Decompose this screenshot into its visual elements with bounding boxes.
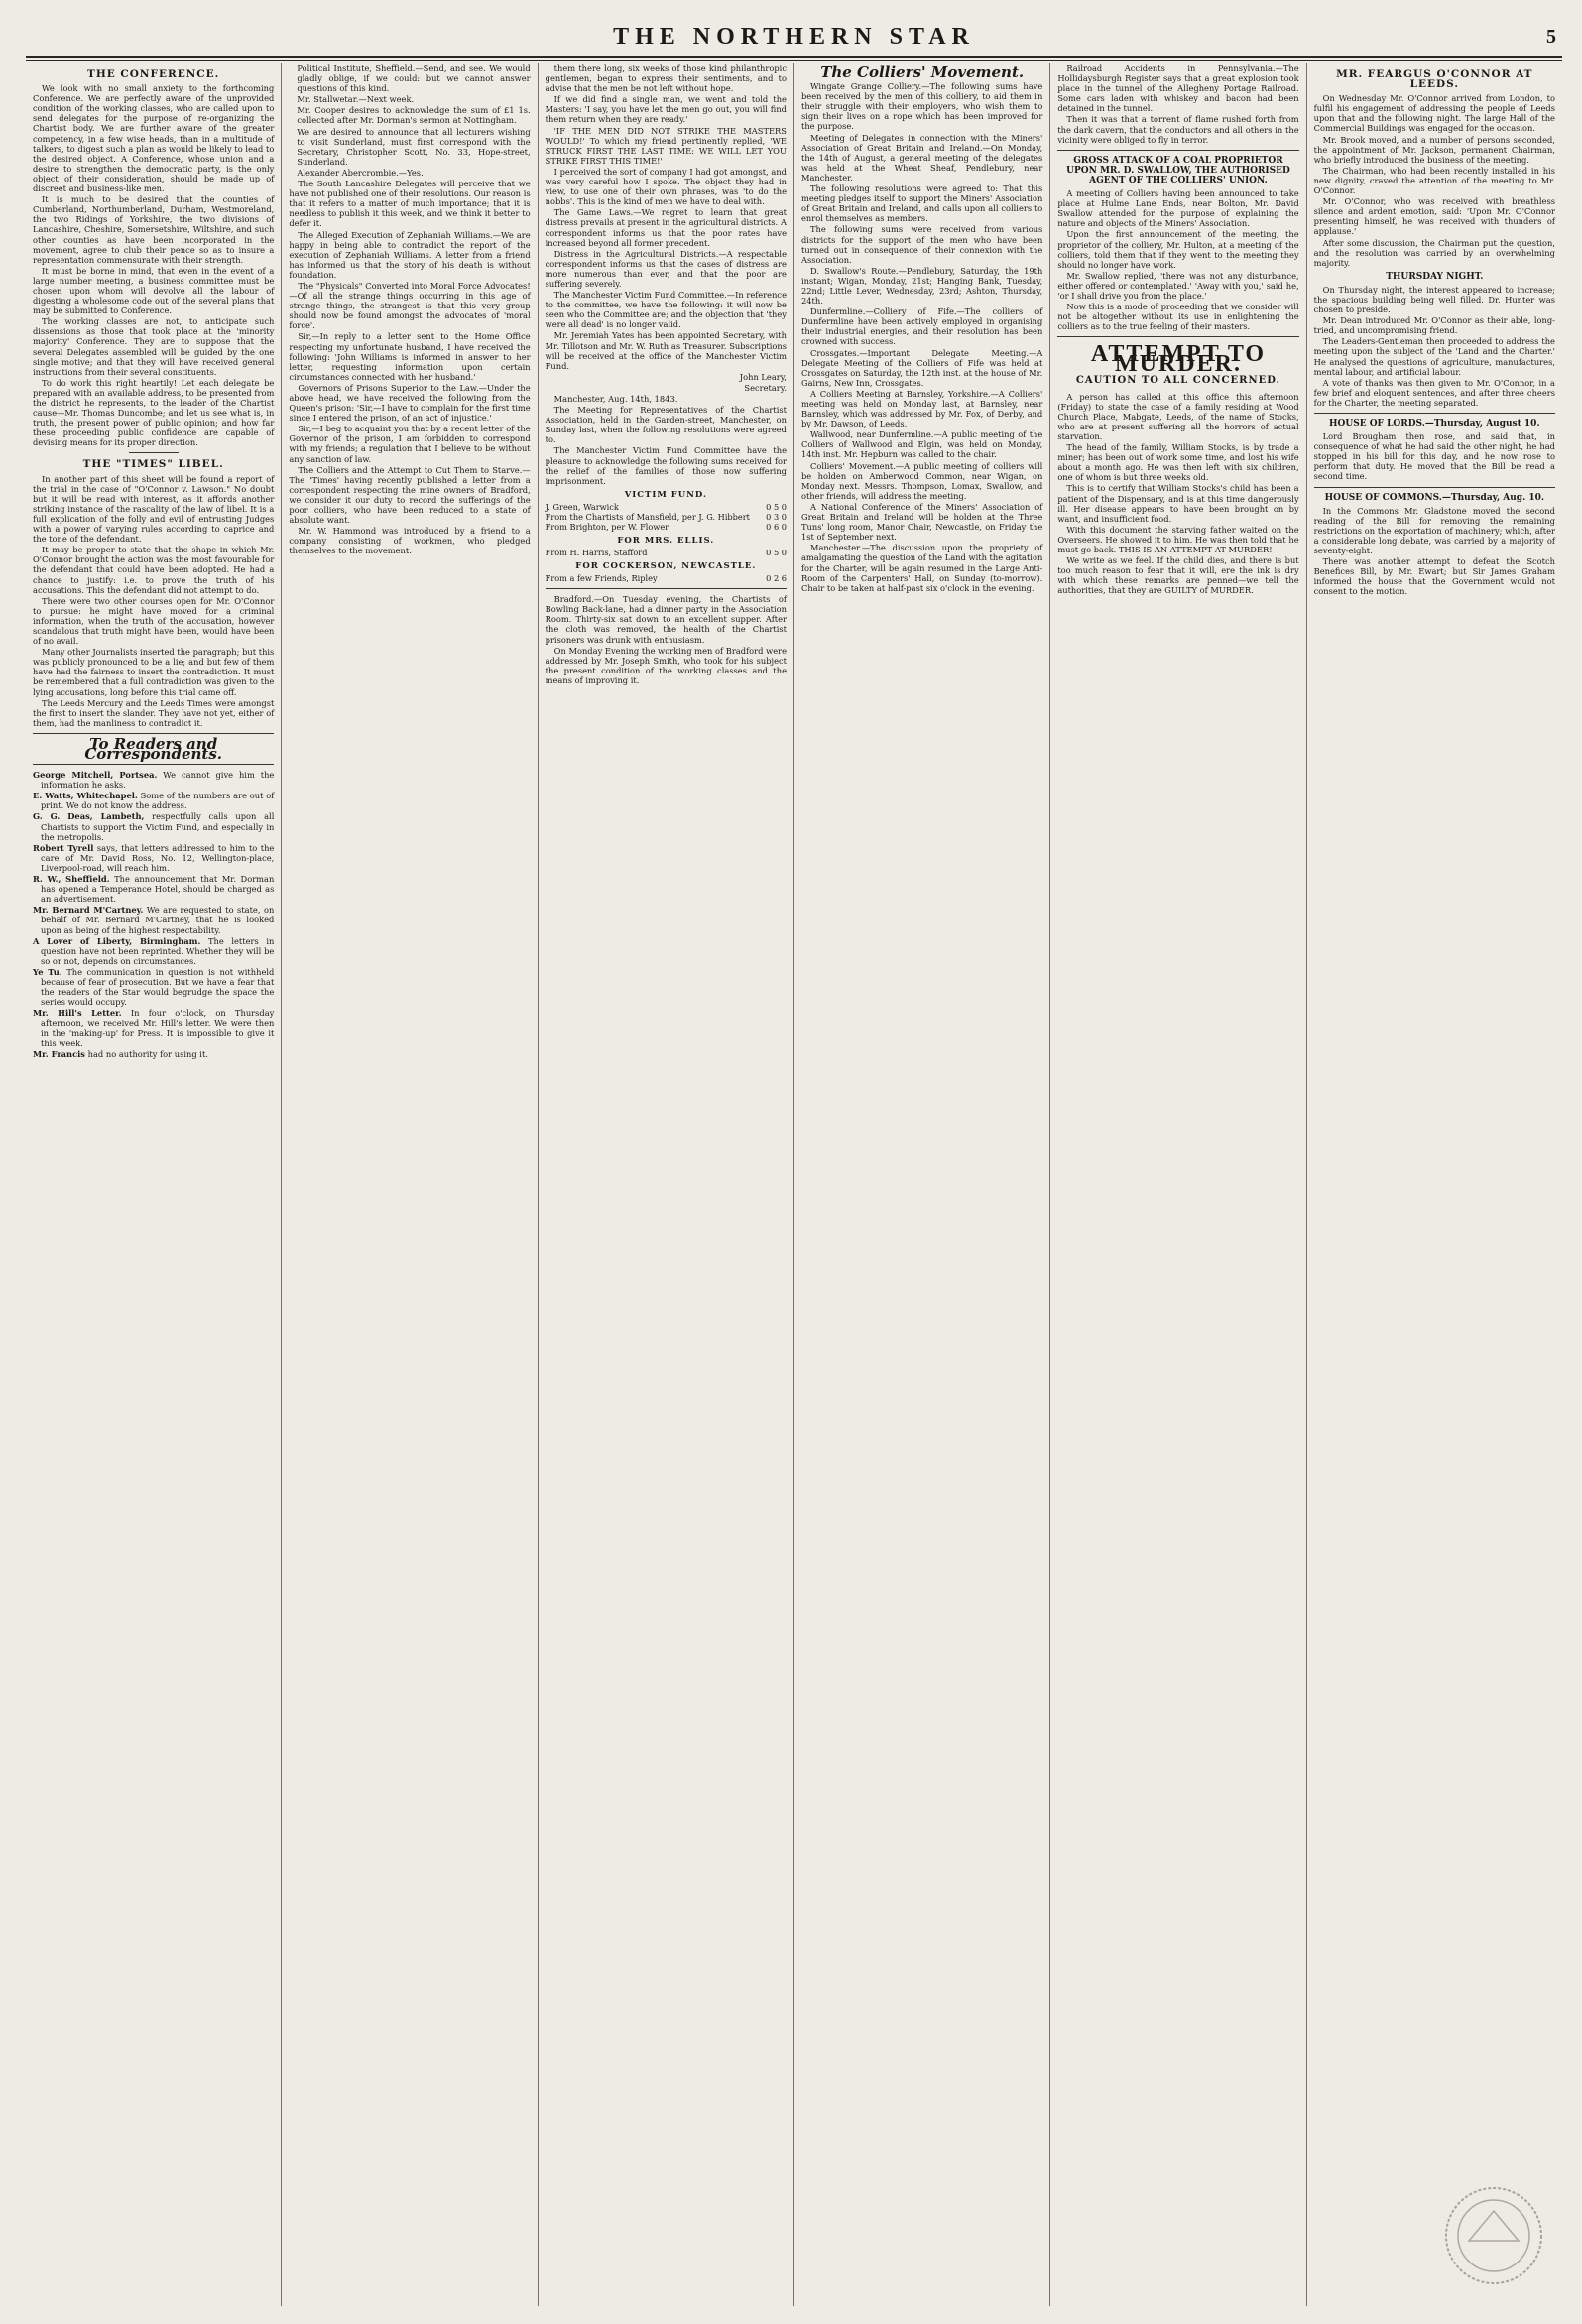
list-item: George Mitchell, Portsea. We cannot give him the information he asks.	[33, 770, 275, 791]
paragraph: them there long, six weeks of those kind philanthropic gentlemen, began to express their sentiments, and to advise that the men be not left without hope.	[545, 63, 787, 94]
list-item: R. W., Sheffield. The announcement that Mr. Dorman has opened a Temperance Hotel, should be charged as an advertisement.	[33, 874, 275, 905]
paragraph: Railroad Accidents in Pennsylvania.—The Hollidaysburgh Register says that a great explosion took place in the tunnel of the Allegheny Portage Railroad. Some cars laden with whiskey and bacon had been detained in the tunnel.	[1057, 63, 1299, 114]
times-libel-heading: THE "TIMES" LIBEL.	[82, 458, 224, 471]
paragraph: It may be proper to state that the shape in which Mr. O'Connor brought the action was the most favourable for the defendant that could have been adopted. He had a chance to justify: i.e. to prove the truth of his accusations. This the defendant did not attempt to do.	[33, 545, 275, 595]
paragraph: The Alleged Execution of Zephaniah Williams.—We are happy in being able to contradict the report of the execution of Zephaniah Williams. A letter from a friend has informed us that the story of his death is without foundation.	[289, 229, 531, 280]
paragraph: The Leeds Mercury and the Leeds Times were amongst the first to insert the slander. They have not yet, either of them, had the manliness to contradict it.	[33, 697, 275, 728]
paragraph: We write as we feel. If the child dies, and there is but too much reason to fear that it will, ere the ink is dry with which these remarks are penned—we tell the authorities, that they are GUILTY of MURDER.	[1057, 555, 1299, 596]
paragraph: The Colliers and the Attempt to Cut Them to Starve.—The 'Times' having recently published a letter from a correspondent respecting the mine owners of Bradford, we consider it our duty to record the sufferings of the poor colliers, who have been reduced to a state of absolute want.	[289, 464, 531, 526]
signature-date: Manchester, Aug. 14th, 1843.	[553, 394, 678, 404]
fund-row: From H. Harris, Stafford 0 5 0	[545, 548, 787, 558]
caution-subheading: CAUTION TO ALL CONCERNED.	[1075, 374, 1281, 386]
paragraph: Lord Brougham then rose, and said that, in consequence of what he had said the other night, he had stopped in his bill for this day, and he now rose to perform that duty. He moved that the Bill be read a second time.	[1313, 431, 1555, 482]
section-rule	[546, 588, 787, 589]
paragraph: The head of the family, William Stocks, is by trade a miner; has been out of work some time, and lost his wife about a month ago. He was then left with six children, one of whom is but three weeks old.	[1057, 442, 1299, 483]
paragraph: Wallwood, near Dunfermline.—A public meeting of the Colliers of Wallwood and Elgin, was held on Monday, 14th inst. Mr. Hepburn was called to the chair.	[800, 429, 1043, 460]
list-item: Robert Tyrell says, that letters addressed to him to the care of Mr. David Ross, No. 12, Wellington-place, Liverpool-road, will reach him.	[33, 842, 275, 873]
thursday-night-heading: THURSDAY NIGHT.	[1386, 271, 1484, 282]
oconnor-at-leeds-heading: MR. FEARGUS O'CONNOR AT LEEDS.	[1336, 68, 1533, 91]
paragraph: Many other Journalists inserted the paragraph; but this was publicly pronounced to be a lie; and but few of them have had the fairness to insert the contradiction. It must be remembered that a full contradiction was given to the lying accusations, long before this trial came off.	[33, 647, 275, 697]
fund-row: From Brighton, per W. Flower 0 6 0	[545, 521, 787, 532]
paragraph: The following sums were received from various districts for the support of the men who have been turned out in consequence of their connexion with the Association.	[800, 224, 1043, 265]
correspondents-list	[33, 770, 274, 1059]
paragraph: The South Lancashire Delegates will perceive that we have not published one of their resolutions. Our reason is that it refers to a matter of much importance; that it is needless to publish it this week, and we think it better to defer it.	[289, 179, 531, 229]
conference-heading: THE CONFERENCE.	[87, 68, 220, 80]
paragraph: The Manchester Victim Fund Committee.—In reference to the committee, we have the following: it will now be seen who the Committee are; and the objection that 'they were all dead' is no longer valid.	[545, 290, 787, 330]
paragraph: Mr. Brook moved, and a number of persons seconded, the appointment of Mr. Jackson, permanent Chairman, who briefly introduced the business of the meeting.	[1313, 134, 1555, 165]
newspaper-title: THE NORTHERN STAR	[613, 24, 975, 50]
paragraph: I perceived the sort of company I had got amongst, and was very careful how I spoke. The object they had in view, to use one of their own phrases, was 'to do the nobbs'. This is the kind of men we have to deal with.	[545, 166, 787, 207]
column-6	[1307, 63, 1562, 2306]
paragraph: A Colliers Meeting at Barnsley, Yorkshire.—A Colliers' meeting was held on Monday last, at Barnsley, near Barnsley, which was addressed by Mr. Fox, of Derby, and by Mr. Dawson, of Leeds.	[800, 388, 1043, 429]
section-rule	[1057, 150, 1298, 151]
victim-fund-heading: VICTIM FUND.	[624, 489, 707, 500]
colliers-movement-heading: The Colliers' Movement.	[820, 63, 1025, 81]
paragraph: D. Swallow's Route.—Pendlebury, Saturday, the 19th instant; Wigan, Monday, 21st; Hanging Bank, Tuesday, 22nd; Little Lever, Wednesday, 23rd; Ashton, Thursday, 24th.	[800, 265, 1043, 306]
paragraph: This is to certify that William Stocks's child has been a patient of the Dispensary, and is at this time dangerously ill. Her disease appears to have been brought on by want, and insufficient food.	[1057, 483, 1299, 524]
colliers-article	[801, 81, 1042, 593]
list-item: We are desired to announce that all lecturers wishing to visit Sunderland, must first correspond with the Secretary, Christopher Scott, No. 33, Hope-street, Sunderland.	[297, 126, 531, 167]
page-number: 5	[1546, 26, 1556, 48]
paragraph: Then it was that a torrent of flame rushed forth from the dark cavern, that the conductors and all others in the vicinity were obliged to fly in terror.	[1057, 114, 1299, 145]
paragraph: Dunfermline.—Colliery of Fife.—The colliers of Dunfermline have been actively employed in organising their industrial energies, and their resolution has been crowned with success.	[800, 306, 1043, 347]
conference-article	[33, 83, 274, 447]
list-item: Mr. Francis had no authority for using it.	[33, 1048, 208, 1059]
attempt-to-murder-heading: ATTEMPT TO MURDER.	[1090, 341, 1267, 378]
column-2	[282, 63, 538, 2306]
continued-article	[546, 63, 787, 371]
list-item: Political Institute, Sheffield.—Send, and see. We would gladly oblige, if we could: but we cannot answer questions of this kind.	[297, 63, 531, 94]
section-rule	[1314, 413, 1555, 414]
signature-name: John Leary,	[739, 371, 787, 382]
paragraph: Crossgates.—Important Delegate Meeting.—A Delegate Meeting of the Colliers of Fife was held at Crossgates on Saturday, the 12th inst. at the house of Mr. Gairns, New Inn, Crossgates.	[800, 347, 1043, 388]
paragraph: Mr. Dean introduced Mr. O'Connor as their able, long-tried, and uncompromising friend.	[1313, 315, 1555, 336]
list-item: Ye Tu. The communication in question is not withheld because of fear of prosecution. But we have a fear that the readers of the Star would begrudge the space the series would occupy.	[33, 966, 275, 1008]
house-of-lords-heading: HOUSE OF LORDS.—Thursday, August 10.	[1329, 419, 1540, 428]
paragraph: It must be borne in mind, that even in the event of a large number meeting, a business committee must be chosen upon whom will devolve all the labour of digesting a wholesome code out of the several plans that may be submitted to Conference.	[33, 265, 275, 316]
section-rule	[1057, 336, 1298, 337]
paragraph: After some discussion, the Chairman put the question, and the resolution was carried by an overwhelming majority.	[1313, 237, 1555, 268]
paragraph: Upon the first announcement of the meeting, the proprietor of the colliery, Mr. Hulton, at a meeting of the colliers, told them that if they went to the meeting they should no longer have work.	[1057, 229, 1299, 270]
paragraph: If we did find a single man, we went and told the Masters: 'I say, you have let the men go out, you will find them return when they are ready.'	[545, 94, 787, 125]
list-item: G. G. Deas, Lambeth, respectfully calls upon all Chartists to support the Victim Fund, and especially in the metropolis.	[33, 811, 275, 842]
paragraph: Mr. Jeremiah Yates has been appointed Secretary, with Mr. Tillotson and Mr. W. Ruth as Treasurer. Subscriptions will be received at the office of the Manchester Victim Fund.	[545, 330, 787, 371]
paragraph: A vote of thanks was then given to Mr. O'Connor, in a few brief and eloquent sentences, and after three cheers for the Charter, the meeting separated.	[1313, 377, 1555, 408]
paragraph: Distress in the Agricultural Districts.—A respectable correspondent informs us that the cases of distress are more numerous than ever, and that the poor are suffering severely.	[545, 248, 787, 289]
list-item: Mr. Bernard M'Cartney. We are requested to state, on behalf of Mr. Bernard M'Cartney, that he is looked upon as being of the highest respectability.	[33, 905, 275, 935]
column-4	[794, 63, 1050, 2306]
paragraph: A National Conference of the Miners' Association of Great Britain and Ireland will be holden at the Three Tuns' long room, Manor Chair, Newcastle, on Friday the 1st of September next.	[800, 501, 1043, 543]
section-rule	[33, 764, 274, 765]
cockerson-fund-heading: FOR COCKERSON, NEWCASTLE.	[575, 561, 757, 572]
paragraph: Sir,—In reply to a letter sent to the Home Office respecting my unfortunate husband, I have received the following: 'John Williams is informed in answer to her letter, requesting information upon certain circumstances connected with her husband.'	[289, 331, 531, 382]
list-item: Alexander Abercrombie.—Yes.	[297, 167, 424, 178]
column-3	[539, 63, 794, 2306]
paragraph: On Thursday night, the interest appeared to increase; the spacious building being well filled. Dr. Hunter was chosen to preside.	[1313, 284, 1555, 315]
paragraph: We look with no small anxiety to the forthcoming Conference. We are perfectly aware of the unprovided condition of the working classes, who are called upon to send delegates for the purpose of re-organizing the Chartist body. We are further aware of the greater competency, in a few wise heads, than in a multitude of talkers, to digest such a plan as would be likely to lead to the desired object. A Conference, whose union and a desire to strengthen the democratic party, is the only object of their consideration, should be made up of discreet and business-like men.	[33, 83, 275, 194]
list-item: Mr. Stallwetar.—Next week.	[297, 94, 415, 105]
paragraph: Meeting of Delegates in connection with the Miners' Association of Great Britain and Ireland.—On Monday, the 14th of August, a general meeting of the delegates was held at the Wheat Sheaf, Pendlebury, near Manchester.	[800, 132, 1043, 183]
list-item: A Lover of Liberty, Birmingham. The letters in question have not been reprinted. Whether they will be so or not, depends on circumstances.	[33, 935, 275, 966]
house-of-commons-heading: HOUSE OF COMMONS.—Thursday, Aug. 10.	[1324, 492, 1545, 503]
paragraph: Mr. W. Hammond was introduced by a friend to a company consisting of workmen, who pledged themselves to the movement.	[289, 526, 531, 556]
library-stamp-icon	[1439, 2181, 1548, 2290]
paragraph: A person has called at this office this afternoon (Friday) to state the case of a family residing at Wood Church Place, Mabgate, Leeds, of the name of Stocks, who are at present suffering all the horrors of actual starvation.	[1057, 391, 1299, 441]
paragraph: Mr. Swallow replied, 'there was not any disturbance, either offered or contemplated.' 'Away with you,' said he, 'or I shall drive you from the place.'	[1057, 270, 1299, 301]
paragraph: Mr. O'Connor, who was received with breathless silence and ardent emotion, said: 'Upon Mr. O'Connor presenting himself, he was received with thunders of applause.'	[1313, 196, 1555, 237]
paragraph: On Monday Evening the working men of Bradford were addressed by Mr. Joseph Smith, who took for his subject the present condition of the working classes and the means of improving it.	[545, 645, 787, 685]
list-item: E. Watts, Whitechapel. Some of the numbers are out of print. We do not know the address.	[33, 791, 275, 811]
section-separator	[129, 452, 179, 453]
paragraph: Now this is a mode of proceeding that we consider will not be altogether without its use in enlightening the colliers as to the true feeling of their masters.	[1057, 302, 1299, 332]
paragraph: The Manchester Victim Fund Committee have the pleasure to acknowledge the following sums received for the relief of the families of those now suffering imprisonment.	[545, 445, 787, 486]
paragraph: Wingate Grange Colliery.—The following sums have been received by the men of this colliery, to aid them in their struggle with their employers, who wish them to sign their lives on a rope which has been improved for the purpose.	[800, 81, 1043, 132]
fund-row: From a few Friends, Ripley 0 2 6	[545, 573, 787, 584]
correspondents-continued	[289, 63, 530, 178]
section-rule	[33, 733, 274, 734]
paragraph: The "Physicals" Converted into Moral Force Advocates!—Of all the strange things occurring in this age of strange things, the strangest is that this very group should now be found amongst the advocates of 'moral force'.	[289, 280, 531, 331]
paragraph: To do work this right heartily! Let each delegate be prepared with an available address, to be presented from the district he represents, to the leader of the Chartist cause—Mr. Thomas Duncombe; and let us see what is, in truth, the present power of public opinion; and how far these proceeding public confidence are capable of devising means for its proper direction.	[33, 377, 275, 448]
paragraph: In another part of this sheet will be found a report of the trial in the case of "O'Connor v. Lawson." No doubt but it will be read with interest, as it affords another striking instance of the rascality of the law of libel. It is a full explication of the folly and evil of entrusting Judges with a power of varying rules according to caprice and the tone of the defendant.	[33, 473, 275, 545]
signature-role: Secretary.	[744, 382, 787, 393]
section-rule	[1314, 487, 1555, 488]
paragraph: The working classes are not, to anticipate such dissensions as those that took place at the 'minority majority' Conference. They are to suppose that the several Delegates assembled will be guided by the one single motive; and that they will have received general instructions from their several constituents.	[33, 316, 275, 377]
letters-section	[289, 179, 530, 555]
fund-row: J. Green, Warwick 0 5 0	[545, 501, 787, 512]
times-libel-article	[33, 474, 274, 728]
paragraph: There was another attempt to defeat the Scotch Benefices Bill, by Mr. Ewart; but Sir James Graham informed the house that the Government would not consent to the motion.	[1313, 556, 1555, 597]
paragraph: The Leaders-Gentleman then proceeded to address the meeting upon the subject of the 'Land and the Charter.' He analysed the questions of agriculture, manufactures, mental labour, and artificial labour.	[1313, 336, 1555, 377]
correspondents-heading: To Readers and Correspondents.	[84, 734, 222, 763]
paragraph: The Meeting for Representatives of the Chartist Association, held in the Garden-street, Manchester, on Sunday last, when the following resolutions were agreed to.	[545, 405, 787, 445]
mrs-ellis-fund-heading: FOR MRS. ELLIS.	[617, 535, 715, 546]
fund-row: From the Chartists of Mansfield, per J. G. Hibbert 0 3 0	[545, 511, 787, 522]
masthead-rule	[26, 60, 1562, 61]
paragraph: With this document the starving father waited on the Overseers. He showed it to him. He was then told that he must go back. THIS IS AN ATTEMPT AT MURDER!	[1057, 524, 1299, 555]
column-5	[1050, 63, 1306, 2306]
columns-container	[26, 63, 1562, 2306]
paragraph: Sir,—I beg to acquaint you that by a recent letter of the Governor of the prison, I am forbidden to correspond with my friends; a regulation that I believe to be without any sanction of law.	[289, 424, 531, 464]
paragraph: Bradford.—On Tuesday evening, the Chartists of Bowling Back-lane, had a dinner party in the Association Room. Thirty-six sat down to an excellent supper. After the cloth was removed, the health of the Chartist prisoners was drunk with enthusiasm.	[545, 594, 787, 645]
paragraph: The Chairman, who had been recently installed in his new dignity, craved the attention of the meeting to Mr. O'Connor.	[1313, 165, 1555, 196]
paragraph: The following resolutions were agreed to: That this meeting pledges itself to support the Miners' Association of Great Britain and Ireland, and calls upon all colliers to enrol themselves as members.	[800, 183, 1043, 224]
paragraph: 'IF THE MEN DID NOT STRIKE THE MASTERS WOULD!' To which my friend pertinently replied, 'WE STRUCK FIRST THE LAST TIME: WE WILL LET YOU STRIKE FIRST THIS TIME!'	[545, 125, 787, 166]
masthead	[26, 22, 1562, 58]
paragraph: On Wednesday Mr. O'Connor arrived from London, to fulfil his engagement of addressing the people of Leeds upon that and the following night. The large Hall of the Commercial Buildings was engaged for the occasion.	[1313, 93, 1555, 134]
gross-attack-heading: GROSS ATTACK OF A COAL PROPRIETOR UPON MR. D. SWALLOW, THE AUTHORISED AGENT OF THE COLLIERS' UNION.	[1066, 155, 1290, 185]
list-item: Mr. Hill's Letter. In four o'clock, on Thursday afternoon, we received Mr. Hill's letter. We were then in the 'making-up' for Press. It is impossible to give it this week.	[33, 1008, 275, 1048]
paragraph: Manchester.—The discussion upon the propriety of amalgamating the question of the Land with the agitation for the Charter, will be again resumed in the Large Anti-Room of the Carpenters' Hall, on Sunday (to-morrow). Chair to be taken at half-past six o'clock in the evening.	[800, 543, 1043, 593]
paragraph: Colliers' Movement.—A public meeting of colliers will be holden on Amberwood Common, near Wigan, on Monday next. Messrs. Thompson, Lomax, Swallow, and other friends, will address the meeting.	[800, 460, 1043, 501]
paragraph: There were two other courses open for Mr. O'Connor to pursue: he might have moved for a criminal information, when the truth of the accusation, however scandalous that truth might have been, would have been of no avail.	[33, 595, 275, 647]
paragraph: Governors of Prisons Superior to the Law.—Under the above head, we have received the following from the Queen's prison: 'Sir,—I have to complain for the first time since I entered the prison, of an act of injustice.'	[289, 382, 531, 424]
list-item: Mr. Cooper desires to acknowledge the sum of £1 1s. collected after Mr. Dorman's sermon at Nottingham.	[297, 105, 531, 126]
paragraph: A meeting of Colliers having been announced to take place at Hulme Lane Ends, near Bolton, Mr. David Swallow attended for the purpose of explaining the nature and objects of the Miners' Association.	[1057, 188, 1299, 229]
paragraph: It is much to be desired that the counties of Cumberland, Northumberland, Durham, Westmoreland, the two Ridings of Yorkshire, the two divisions of Lancashire, Cheshire, Somersetshire, Wiltshire, and such other counties as have been incorporated in the movement, agree to club their pence so as to insure a representation commensurate with their strength.	[33, 194, 275, 265]
column-1	[26, 63, 282, 2306]
paragraph: In the Commons Mr. Gladstone moved the second reading of the Bill for removing the remaining restrictions on the exportation of machinery; which, after a considerable long debate, was carried by a majority of seventy-eight.	[1313, 505, 1555, 556]
paragraph: The Game Laws.—We regret to learn that great distress prevails at present in the agricultural districts. A correspondent informs us that the poor rates have increased beyond all former precedent.	[545, 207, 787, 248]
